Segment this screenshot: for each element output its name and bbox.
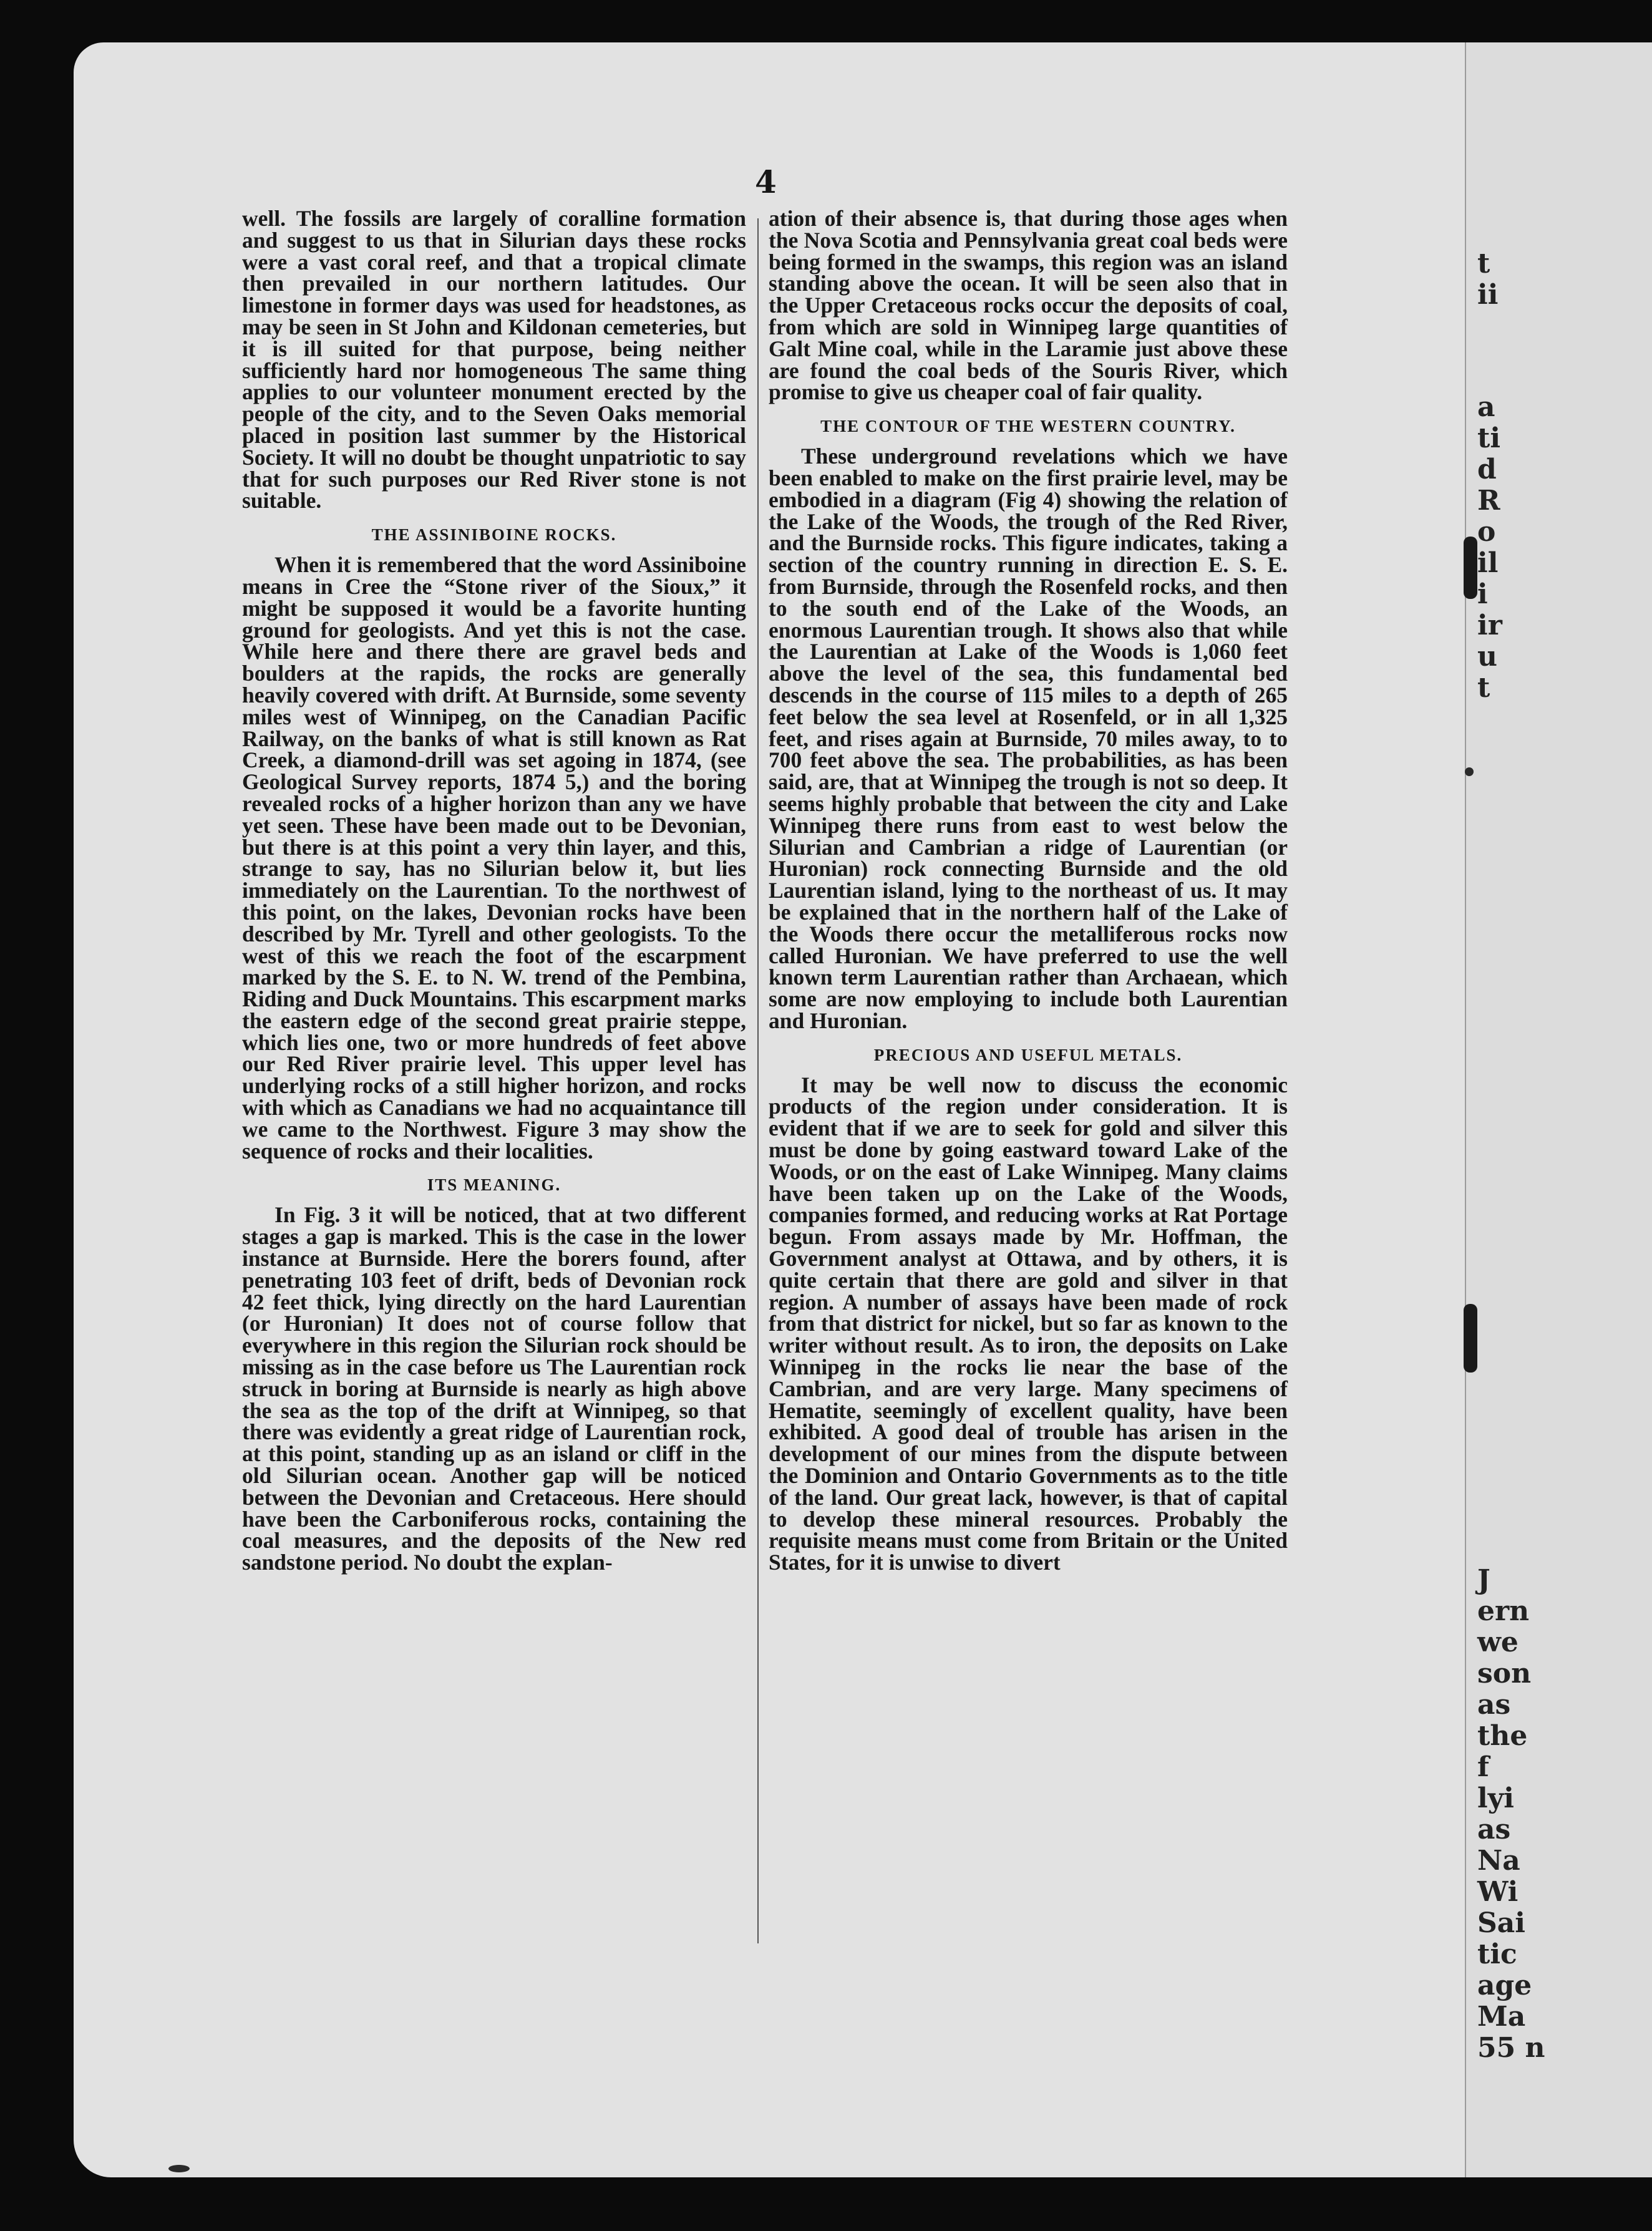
adjacent-page-fragment-middle: a ti d R o il i ir u t	[1477, 391, 1502, 704]
adjacent-page-fragment-bottom: J ern we son as the f lyi as Na Wi Sai tic age Ma 55 n	[1477, 1564, 1545, 2064]
section-heading: THE ASSINIBOINE ROCKS.	[371, 525, 617, 545]
paragraph: These underground revelations which we have been enabled to make on the first prairie level, may be embodied in a diagram (Fig 4) showing the relation of the Lake of the Woods, the trough of the Red River, and the Burnside rocks. This figure indicates, taking a section of the country running in direction E. S. E. from Burnside, through the Rosenfeld rocks, and then to the south end of the Lake of the Woods, an enormous Laurentian trough. It shows also that while the Laurentian at Lake of the Woods is 1,060 feet above the level of the sea, this fundamental bed descends in the course of 115 miles to a depth of 265 feet below the sea level at Rosenfeld, or in all 1,325 feet, and rises again at Burnside, 70 miles away, to to 700 feet above the sea. The probabilities, as has been said, are, that at Winnipeg the trough is not so deep. It seems highly probable that between the city and Lake Winnipeg there runs from east to west below the Silurian and Cambrian a ridge of Laurentian (or Huronian) rock connecting Burnside and the old Laurentian island, lying to the northeast of us. It may be explained that in the northern half of the Lake of the Woods there occur the metalliferous rocks now called Huronian. We have preferred to use the well known term Laurentian rather than Archaean, which some are now employing to include both Laurentian and Huronian.	[769, 444, 1288, 1033]
paragraph: When it is remembered that the word Assiniboine means in Cree the “Stone river of the Sioux,” it might be supposed it would be a favorite hunting ground for geologists. And yet this is not the case. While here and there there are gravel beds and boulders at the rapids, the rocks are generally heavily covered with drift. At Burnside, some seventy miles west of Winnipeg, on the Canadian Pacific Railway, on the banks of what is still known as Rat Creek, a diamond-drill was set agoing in 1874, (see Geological Survey reports, 1874 5,) and the boring revealed rocks of a higher horizon than any we have yet seen. These have been made out to be Devonian, but there is at this point a very thin layer, and this, strange to say, has no Silurian below it, but lies immediately on the Laurentian. To the northwest of this point, on the lakes, Devonian rocks have been described by Mr. Tyrell and other geologists. To the west of this we reach the foot of the escarpment marked by the S. E. to N. W. trend of the Pembina, Riding and Duck Mountains. This escarpment marks the eastern edge of the second great prairie steppe, which lies one, two or more hundreds of feet above our Red River prairie level. This upper level has underlying rocks of a still higher horizon, and rocks with which as Canadians we had no acquaintance till we came to the Northwest. Figure 3 may show the sequence of rocks and their localities.	[242, 552, 746, 1164]
adjacent-page-edge	[1465, 42, 1652, 2177]
adjacent-page-fragment-top: t ii	[1477, 248, 1499, 311]
paragraph: well. The fossils are largely of coralline formation and suggest to us that in Silurian days these rocks were a vast coral reef, and that a tropical climate then prevailed in our northern latitudes. Our limestone in former days was used for headstones, as may be seen in St John and Kildonan cemeteries, but it is ill suited for that purpose, being neither sufficiently hard nor homogeneous The same thing applies to our volunteer monument erected by the people of the city, and to the Seven Oaks memorial placed in position last summer by the Historical Society. It will no doubt be thought unpatriotic to say that for such purposes our Red River stone is not suitable.	[242, 206, 746, 513]
column-divider	[757, 218, 759, 1943]
right-column	[769, 208, 1288, 1573]
paragraph: In Fig. 3 it will be noticed, that at two different stages a gap is marked. This is the case in the lower instance at Burnside. Here the borers found, after penetrating 103 feet of drift, beds of Devonian rock 42 feet thick, lying directly on the hard Laurentian (or Huronian) It does not of course follow that everywhere in this region the Silurian rock should be missing as in the case before us The Laurentian rock struck in boring at Burnside is nearly as high above the sea as the top of the drift at Winnipeg, so that there was evidently a great ridge of Laurentian rock, at this point, standing up as an island or cliff in the old Silurian ocean. Another gap will be noticed between the Devonian and Cretaceous. Here should have been the Carboniferous rocks, containing the coal measures, and the deposits of the New red sandstone period. No doubt the explan-	[242, 1202, 746, 1575]
page-number: 4	[755, 163, 777, 200]
binding-mark-top	[1464, 537, 1477, 599]
paragraph: It may be well now to discuss the economic products of the region under consideration. It is evident that if we are to seek for gold and silver this must be done by going eastward toward Lake of the Woods, or on the east of Lake Winnipeg. Many claims have been taken up on the Lake of the Woods, companies formed, and reducing works at Rat Portage begun. From assays made by Mr. Hoffman, the Government analyst at Ottawa, and by others, it is quite certain that there are gold and silver in that region. A number of assays have been made of rock from that district for nickel, but so far as known to the writer without result. As to iron, the deposits on Lake Winnipeg in the rocks lie near the base of the Cambrian, and are very large. Many specimens of Hematite, seemingly of excellent quality, have been exhibited. A good deal of trouble has arisen in the development of our mines from the dispute between the Dominion and Ontario Governments as to the title of the land. Our great lack, however, is that of capital to develop these mineral resources. Probably the requisite means must come from Britain or the United States, for it is unwise to divert	[769, 1072, 1288, 1575]
speck	[1465, 767, 1474, 776]
section-heading: THE CONTOUR OF THE WESTERN COUNTRY.	[820, 417, 1236, 436]
section-heading: PRECIOUS AND USEFUL METALS.	[873, 1045, 1183, 1064]
binding-mark-bottom	[1464, 1304, 1477, 1373]
left-column	[242, 208, 746, 1573]
paragraph: ation of their absence is, that during those ages when the Nova Scotia and Pennsylvania great coal beds were being formed in the swamps, this region was an island standing above the ocean. It will be seen also that in the Upper Cretaceous rocks occur the deposits of coal, from which are sold in Winnipeg large quantities of Galt Mine coal, while in the Laramie just above these are found the coal beds of the Souris River, which promise to give us cheaper coal of fair quality.	[769, 206, 1288, 405]
speck	[168, 2165, 190, 2172]
section-heading: ITS MEANING.	[427, 1175, 561, 1195]
